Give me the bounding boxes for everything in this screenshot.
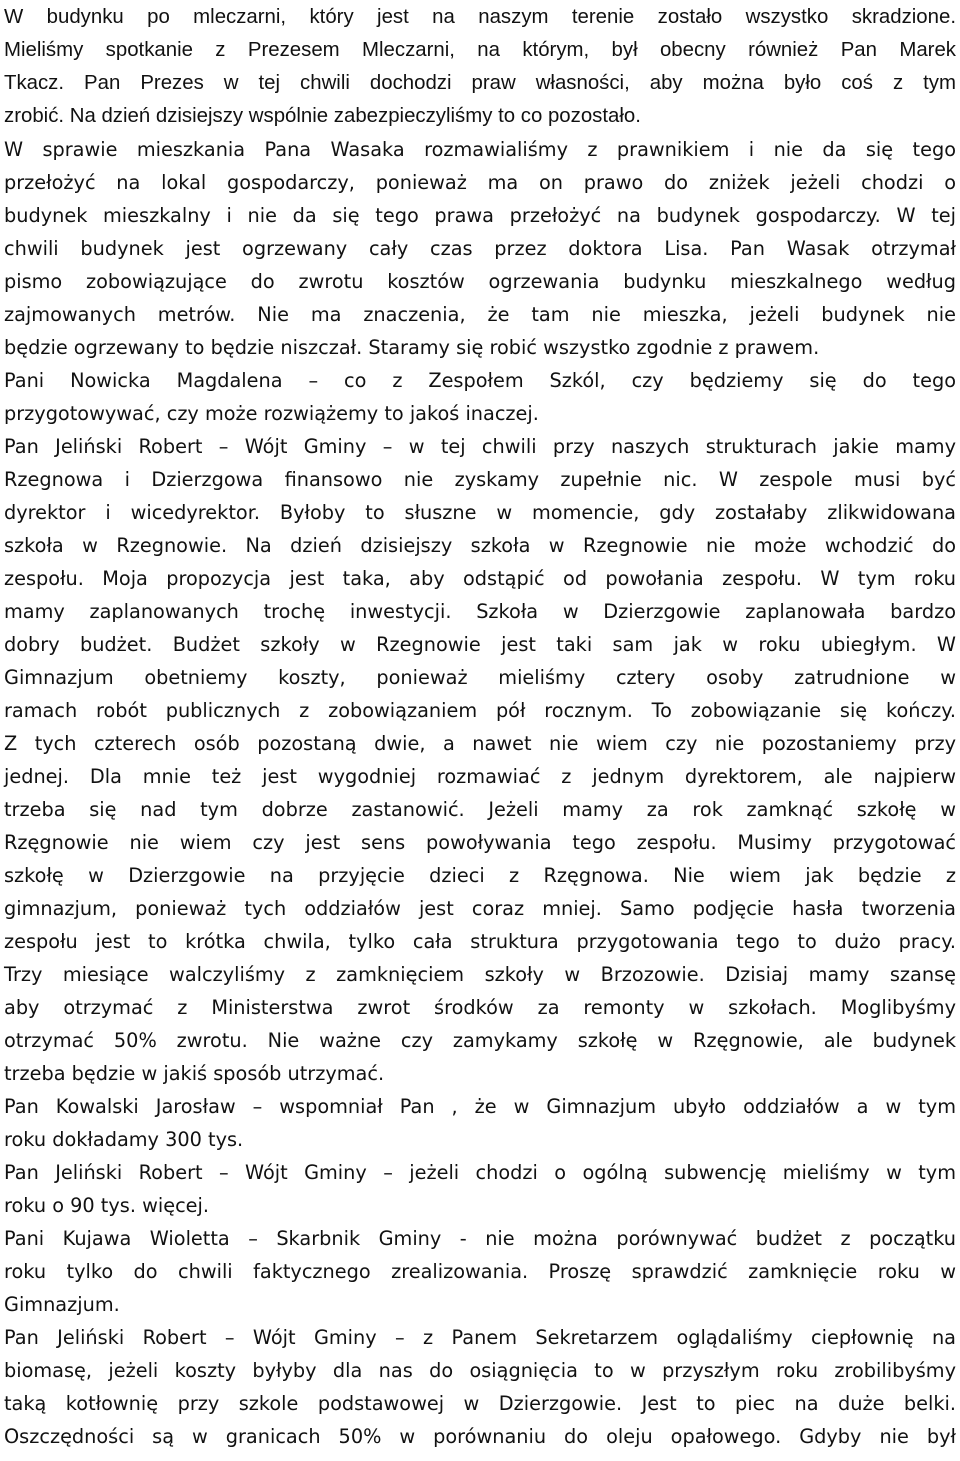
text-line: mamy zaplanowanych trochę inwestycji. Szkoła w Dzierzgowie zaplanowała bardzo [4, 600, 956, 623]
text-line: dyrektor i wicedyrektor. Byłoby to słuszne w momencie, gdy zostałaby zlikwidowana [4, 501, 956, 524]
text-line: gimnazjum, ponieważ tych oddziałów jest coraz mniej. Samo podjęcie hasła tworzenia [4, 897, 956, 920]
text-line: będzie ogrzewany to będzie niszczał. Staramy się robić wszystko zgodnie z prawem. [4, 336, 820, 359]
text-line: jednej. Dla mnie też jest wygodniej rozmawiać z jednym dyrektorem, ale najpierw [4, 765, 956, 788]
text-line: taką kotłownię przy szkole podstawowej w Dzierzgowie. Jest to piec na duże belki. [4, 1392, 956, 1415]
text-line: aby otrzymać z Ministerstwa zwrot środków za remonty w szkołach. Moglibyśmy [4, 996, 956, 1019]
text-line: budynek mieszkalny i nie da się tego prawa przełożyć na budynek gospodarczy. W tej [4, 204, 956, 227]
text-line: Oszczędności są w granicach 50% w porównaniu do oleju opałowego. Gdyby nie był [4, 1425, 956, 1448]
text-line: roku o 90 tys. więcej. [4, 1194, 210, 1217]
text-line: Pan Jeliński Robert – Wójt Gminy – jeżeli chodzi o ogólną subwencję mieliśmy w tym [4, 1161, 956, 1184]
text-line: chwili budynek jest ogrzewany cały czas przez doktora Lisa. Pan Wasak otrzymał [4, 237, 956, 260]
text-line: roku dokładamy 300 tys. [4, 1128, 244, 1151]
text-line: Mieliśmy spotkanie z Prezesem Mleczarni, na którym, był obecny również Pan Marek [4, 39, 956, 61]
text-line: zespołu. Moja propozycja jest taka, aby odstąpić od powołania zespołu. W tym roku [4, 567, 956, 590]
text-line: Pani Nowicka Magdalena – co z Zespołem Szkól, czy będziemy się do tego [4, 369, 956, 392]
text-line: Pan Jeliński Robert – Wójt Gminy – w tej chwili przy naszych strukturach jakie mamy [4, 435, 956, 458]
text-line: trzeba będzie w jakiś sposób utrzymać. [4, 1062, 385, 1085]
text-line: Rzęgnowie nie wiem czy jest sens powoływania tego zespołu. Musimy przygotować [4, 831, 956, 854]
text-line: pismo zobowiązujące do zwrotu kosztów ogrzewania budynku mieszkalnego według [4, 270, 956, 293]
text-line: Pani Kujawa Wioletta – Skarbnik Gminy - nie można porównywać budżet z początku [4, 1227, 956, 1250]
text-line: przygotowywać, czy może rozwiążemy to jakoś inaczej. [4, 402, 539, 425]
text-line: Rzegnowa i Dzierzgowa finansowo nie zyskamy zupełnie nic. W zespole musi być [4, 468, 956, 491]
text-line: przełożyć na lokal gospodarczy, ponieważ ma on prawo do zniżek jeżeli chodzi o [4, 171, 956, 194]
text-line: W sprawie mieszkania Pana Wasaka rozmawialiśmy z prawnikiem i nie da się tego [4, 138, 956, 161]
text-line: roku tylko do chwili faktycznego zrealizowania. Proszę sprawdzić zamknięcie roku w [4, 1260, 956, 1283]
text-line: zrobić. Na dzień dzisiejszy wspólnie zabezpieczyliśmy to co pozostało. [4, 105, 641, 127]
text-line: otrzymać 50% zwrotu. Nie ważne czy zamykamy szkołę w Rzęgnowie, ale budynek [4, 1029, 956, 1052]
text-line: Gimnazjum obetniemy koszty, ponieważ mieliśmy cztery osoby zatrudnione w [4, 666, 956, 689]
text-line: Pan Kowalski Jarosław – wspomniał Pan , że w Gimnazjum ubyło oddziałów a w tym [4, 1095, 956, 1118]
text-line: Z tych czterech osób pozostaną dwie, a nawet nie wiem czy nie pozostaniemy przy [4, 732, 956, 755]
text-line: Gimnazjum. [4, 1293, 120, 1316]
text-line: szkołę w Dzierzgowie na przyjęcie dzieci z Rzęgnowa. Nie wiem jak będzie z [4, 864, 956, 887]
document-page [0, 1, 960, 1461]
text-line: zajmowanych metrów. Nie ma znaczenia, że tam nie mieszka, jeżeli budynek nie [4, 303, 956, 326]
text-line: Trzy miesiące walczyliśmy z zamknięciem szkoły w Brzozowie. Dzisiaj mamy szansę [4, 963, 956, 986]
text-line: Pan Jeliński Robert – Wójt Gminy – z Panem Sekretarzem oglądaliśmy ciepłownię na [4, 1326, 956, 1349]
text-line: Tkacz. Pan Prezes w tej chwili dochodzi praw własności, aby można było coś z tym [4, 72, 956, 94]
text-line: ramach robót publicznych z zobowiązaniem pół rocznym. To zobowiązanie się kończy. [4, 699, 956, 722]
text-line: W budynku po mleczarni, który jest na naszym terenie zostało wszystko skradzione. [4, 6, 956, 28]
text-line: szkoła w Rzegnowie. Na dzień dzisiejszy szkoła w Rzegnowie nie może wchodzić do [4, 534, 956, 557]
text-line: biomasę, jeżeli koszty byłyby dla nas do osiągnięcia to w przyszłym roku zrobilibyśmy [4, 1359, 956, 1382]
text-line: zespołu jest to krótka chwila, tylko cała struktura przygotowania tego to dużo pracy. [4, 930, 956, 953]
text-line: trzeba się nad tym dobrze zastanowić. Jeżeli mamy za rok zamknąć szkołę w [4, 798, 956, 821]
text-line: dobry budżet. Budżet szkoły w Rzegnowie jest taki sam jak w roku ubiegłym. W [4, 633, 956, 656]
